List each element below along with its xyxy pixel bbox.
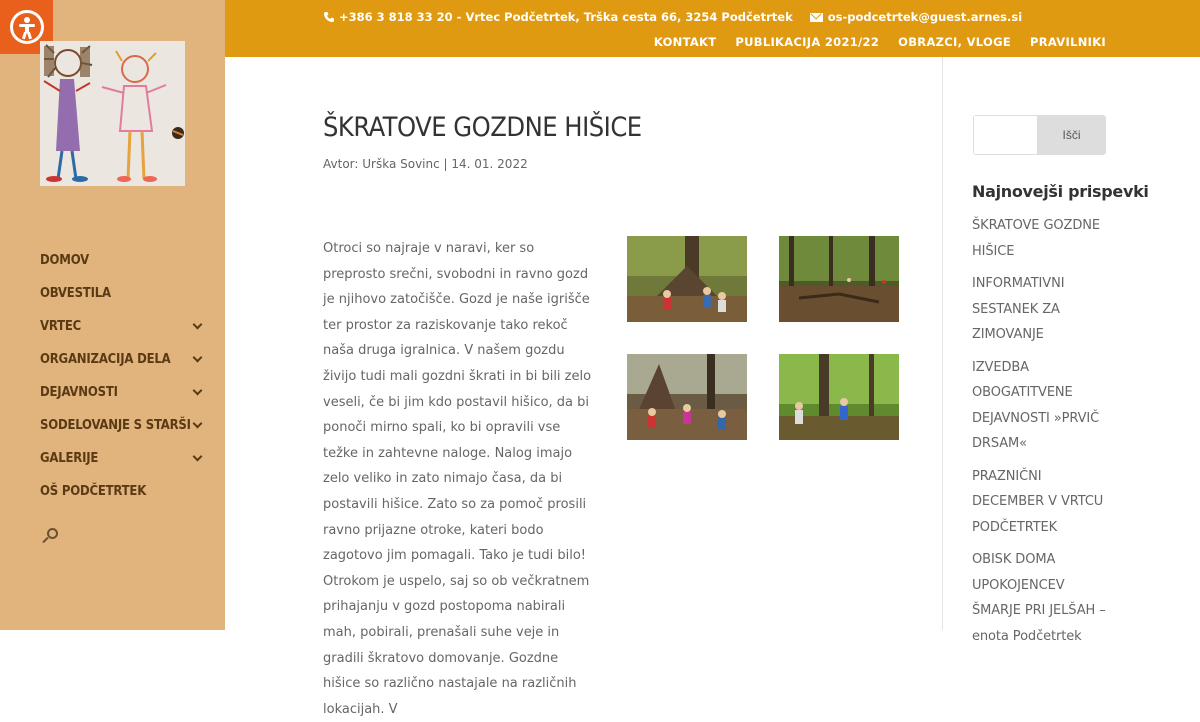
article-header (323, 112, 903, 171)
mail-icon (810, 13, 823, 22)
recent-posts-heading: Najnovejši prispevki (972, 182, 1149, 201)
chevron-down-icon[interactable] (193, 353, 203, 363)
nav-item-os-podcetrtek[interactable]: OŠ PODČETRTEK (40, 484, 147, 499)
article-body: Otroci so najraje v naravi, ker so preprosto srečni, svobodni in ravno gozd je njihovo zatočišče. Gozd je naše igrišče ter prostor za raziskovanje tako rekoč naša druga igralnica. V našem gozdu živijo tudi mali gozdni škrati in bi bili zelo veseli, če bi jim kdo postavil hišico, da bi ponoči mirno spali, ko bi opravili vse težke in zahtevne naloge. Nalog imajo zelo veliko in zato nimajo časa, da bi postavili hišice. Zato so za pomoč prosili ravno prijazne otroke, kateri bodo zagotovo jim pomagali. Tako je tudi bilo! Otrokom je uspelo, saj so ob večkratnem prihajanju v gozd postopoma nabirali mah, pobirali, prenašali suhe veje in gradili škratovo domovanje. Gozdne hišice so različno nastajale na različnih lokacijah. V (323, 241, 592, 717)
nav-item-sodelovanje-s-starsi[interactable]: SODELOVANJE S STARŠI (40, 409, 205, 442)
recent-post-link[interactable]: OBISK DOMA UPOKOJENCEV ŠMARJE PRI JELŠAH – enota Podčetrtek (972, 552, 1106, 644)
recent-post-link[interactable]: ŠKRATOVE GOZDNE HIŠICE (972, 218, 1101, 259)
chevron-down-icon[interactable] (193, 452, 203, 462)
search-button[interactable]: Išči (1037, 116, 1105, 154)
site-logo[interactable] (40, 41, 185, 186)
nav-item-organizacija-dela[interactable]: ORGANIZACIJA DELA (40, 343, 205, 376)
chevron-down-icon[interactable] (193, 386, 203, 396)
nav-item-obvestila[interactable]: OBVESTILA (40, 286, 111, 301)
email-link[interactable]: os-podcetrtek@guest.arnes.si (827, 10, 1023, 24)
top-menu-pravilniki[interactable]: PRAVILNIKI (1029, 35, 1106, 49)
recent-post-link[interactable]: PRAZNIČNI DECEMBER V VRTCU PODČETRTEK (972, 468, 1104, 535)
chevron-down-icon[interactable] (193, 419, 203, 429)
gallery-image[interactable] (779, 236, 899, 322)
chevron-down-icon[interactable] (193, 320, 203, 330)
gallery-image[interactable] (627, 236, 747, 322)
gallery-image[interactable] (779, 354, 899, 440)
contact-text: +386 3 818 33 20 - Vrtec Podčetrtek, Trška cesta 66, 3254 Podčetrtek (339, 10, 793, 24)
page-title: ŠKRATOVE GOZDNE HIŠICE (323, 112, 642, 143)
recent-posts-list (972, 213, 1112, 656)
content-divider (942, 57, 943, 630)
gallery-image[interactable] (627, 354, 747, 440)
top-menu-kontakt[interactable]: KONTAKT (653, 35, 717, 49)
top-menu-obrazci[interactable]: OBRAZCI, VLOGE (898, 35, 1011, 49)
recent-post-link[interactable]: IZVEDBA OBOGATITVENE DEJAVNOSTI »PRVIČ DRSAM« (972, 359, 1100, 451)
post-meta: Avtor: Urška Sovinc | 14. 01. 2022 (323, 157, 528, 171)
search-input[interactable] (974, 116, 1037, 154)
nav-item-vrtec[interactable]: VRTEC (40, 310, 205, 343)
search-icon[interactable] (40, 527, 60, 547)
recent-post-link[interactable]: INFORMATIVNI SESTANEK ZA ZIMOVANJE (972, 276, 1065, 342)
photo-gallery (627, 236, 900, 441)
left-sidebar (0, 0, 225, 630)
top-menu-publikacija[interactable]: PUBLIKACIJA 2021/22 (735, 35, 880, 49)
accessibility-icon (10, 10, 44, 44)
top-header (225, 0, 1200, 57)
nav-item-galerije[interactable]: GALERIJE (40, 442, 205, 475)
nav-item-dejavnosti[interactable]: DEJAVNOSTI (40, 376, 205, 409)
top-menu (654, 35, 1106, 49)
contact-info (323, 10, 1022, 24)
main-nav (40, 244, 205, 508)
phone-icon (323, 11, 335, 23)
search-form (973, 115, 1106, 155)
nav-item-domov[interactable]: DOMOV (40, 253, 89, 268)
